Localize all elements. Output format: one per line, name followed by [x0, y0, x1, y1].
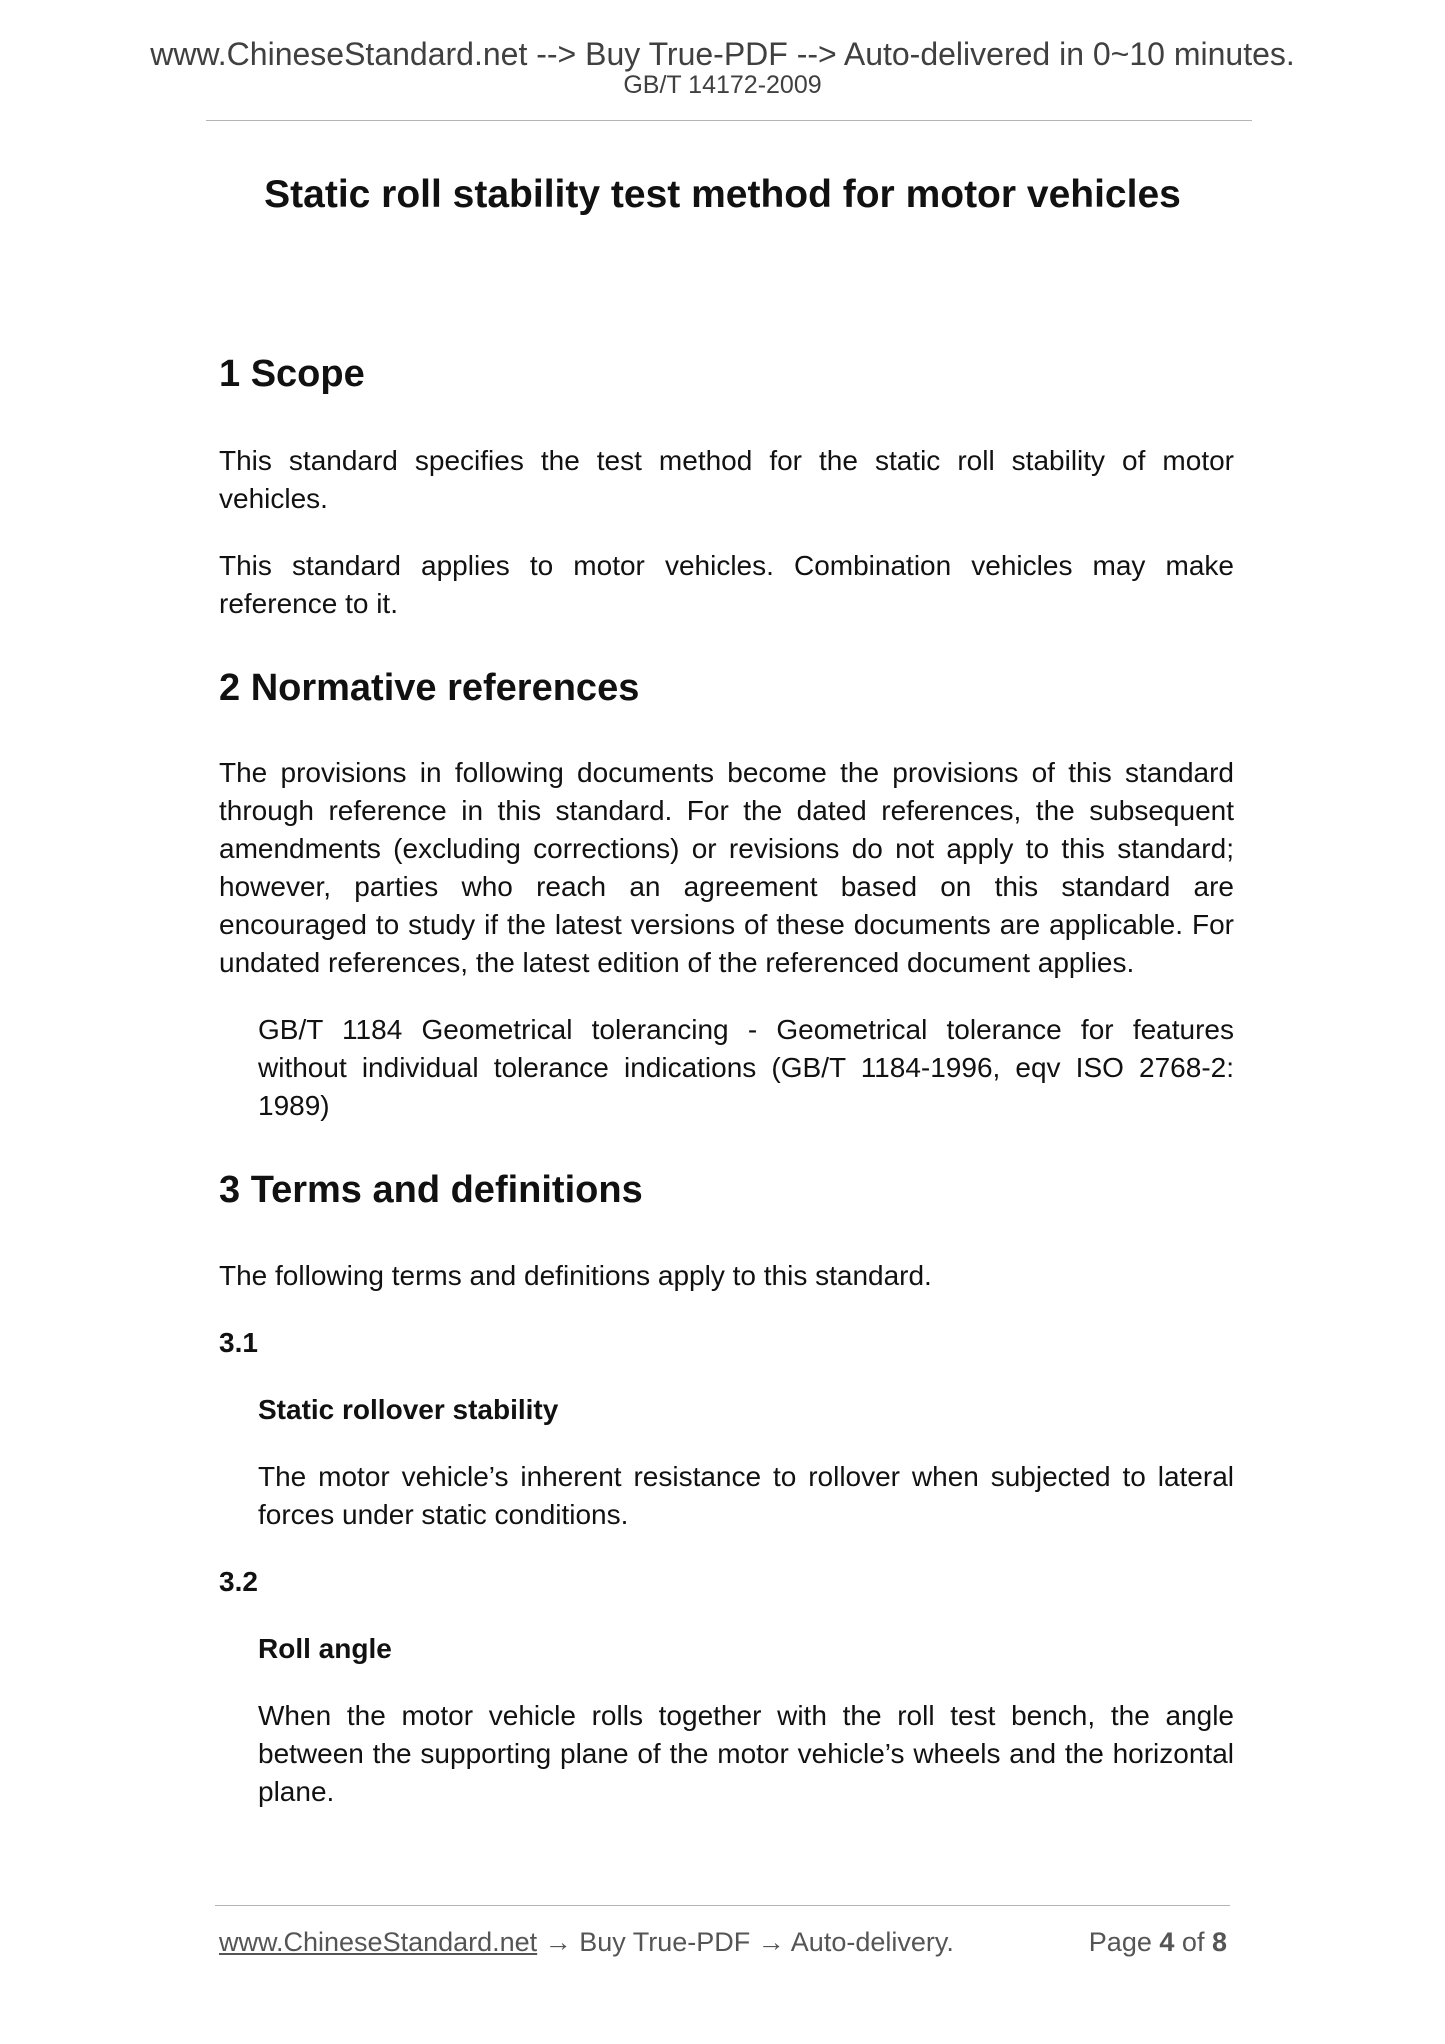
term-number-3-2: 3.2 [219, 1565, 258, 1597]
term-name-3-2: Roll angle [258, 1632, 392, 1664]
term-name-3-1: Static rollover stability [258, 1393, 559, 1425]
section-heading-scope: 1 Scope [219, 353, 365, 395]
section-heading-normative: 2 Normative references [219, 666, 640, 709]
page-of: of [1181, 1927, 1205, 1957]
scope-paragraph-2: This standard applies to motor vehicles. Combination vehicles may make reference to it. [219, 549, 1234, 619]
term-definition-3-2: When the motor vehicle rolls together with the roll test bench, the angle between the supporting plane of the motor vehicle’s wheels and the horizontal plane. [258, 1699, 1234, 1807]
footer-site-link[interactable]: www.ChineseStandard.net [219, 1927, 538, 1957]
normative-reference-item: GB/T 1184 Geometrical tolerancing - Geometrical tolerance for features without individual tolerance indications (GB/T 1184-1996, eqv ISO 2768-2: 1989) [258, 1014, 1234, 1122]
page-current: 4 [1159, 1927, 1175, 1957]
page-title: Static roll stability test method for motor vehicles [264, 173, 1181, 216]
footer-buy-text: Buy True-PDF [579, 1927, 751, 1957]
arrow-right-icon: → [757, 1927, 785, 1957]
scope-paragraph-1: This standard specifies the test method for the static roll stability of motor vehicles. [219, 444, 1234, 514]
term-definition-3-1: The motor vehicle’s inherent resistance to rollover when subjected to lateral forces under static conditions. [258, 1460, 1234, 1530]
document-number: GB/T 14172-2009 [623, 71, 822, 99]
page-total: 8 [1211, 1927, 1227, 1957]
terms-intro: The following terms and definitions apply to this standard. [219, 1259, 932, 1291]
section-heading-terms: 3 Terms and definitions [219, 1169, 643, 1212]
page-label: Page [1088, 1927, 1152, 1957]
footer-divider [215, 1905, 1230, 1906]
document-body [219, 352, 1234, 1811]
normative-paragraph: The provisions in following documents become the provisions of this standard through reference in this standard. For the dated references, the subsequent amendments (excluding corrections) or revisions do not apply to this standard; however, parties who reach an agreement based on this standard are encouraged to study if the latest versions of these documents are applicable. For undated references, the latest edition of the referenced document applies. [219, 757, 1234, 979]
footer-links [219, 1926, 954, 1958]
header-banner: www.ChineseStandard.net --> Buy True-PDF --> Auto-delivered in 0~10 minutes. [150, 36, 1295, 72]
header-divider [206, 120, 1252, 121]
page-indicator [1089, 1926, 1227, 1958]
term-number-3-1: 3.1 [219, 1326, 258, 1358]
footer-delivery-text: Auto-delivery. [790, 1927, 954, 1957]
arrow-right-icon: → [544, 1927, 572, 1957]
